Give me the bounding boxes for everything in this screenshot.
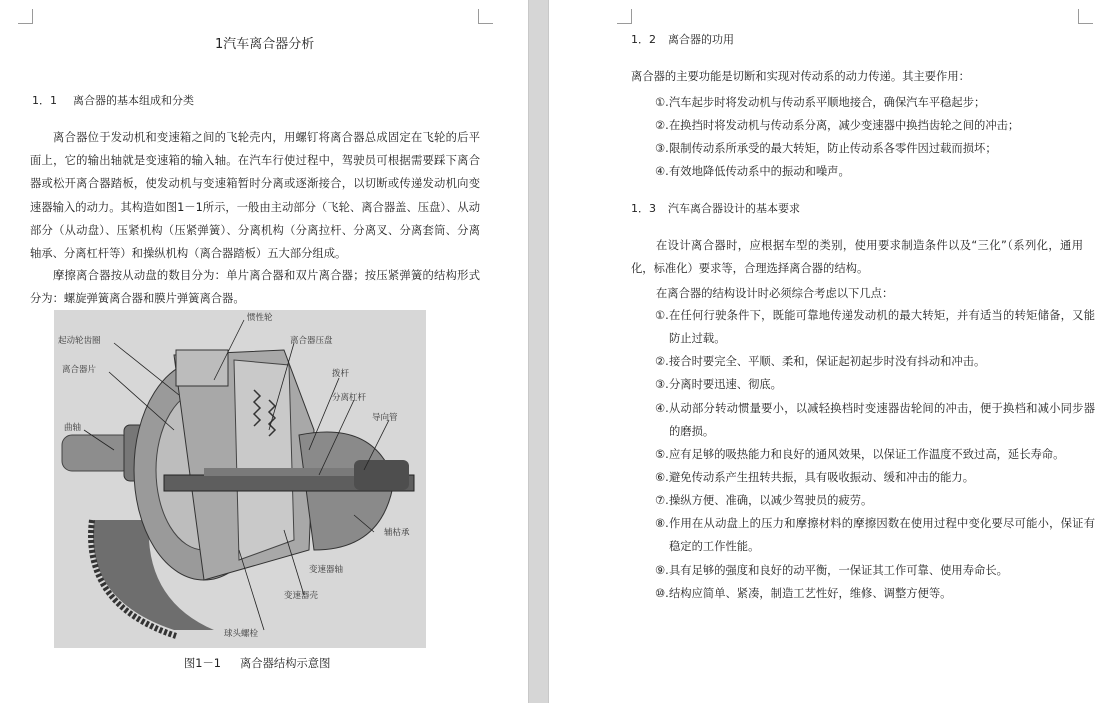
list-item [655, 350, 1095, 373]
clutch-structure-figure [54, 310, 426, 648]
paragraph: 在设计离合器时，应根据车型的类别，使用要求制造条件以及“三化”（系列化，通用化，标准化）要求等，合理选择离合器的结构。 [631, 239, 1083, 276]
section-number: 1．3 [631, 202, 656, 215]
list-item [655, 582, 1095, 605]
list-item-number: ④. [655, 402, 669, 415]
paragraph: 离合器位于发动机和变速箱之间的飞轮壳内，用螺钉将离合器总成固定在飞轮的后平面上，它的输出轴就是变速箱的输入轴。在汽车行使过程中，驾驶员可根据需要踩下离合器或松开离合器踏板，使发动机与变速箱暂时分离或逐渐接合，以切断或传递发动机向变速器输入的动力。其构造如图1－1所示，一般由主动部分（飞轮、离合器盖、压盘）、从动部分（从动盘）、压紧机构（压紧弹簧）、分离机构（分离拉杆、分离叉、分离套筒、分离轴承、分离杠杆等）和操纵机构（离合器踏板）五大部分组成。 [30, 131, 480, 261]
figure-caption-number: 图1－1 [184, 657, 221, 670]
list-item-number: ⑩. [655, 587, 669, 600]
list-item [655, 373, 1095, 396]
list-item [655, 160, 1095, 183]
list-item [655, 114, 1095, 137]
list-item-number: ⑨. [655, 564, 669, 577]
figure-label-flywheel: 惯性轮 [247, 313, 273, 323]
paragraph: 在离合器的结构设计时必须综合考虑以下几点： [656, 287, 894, 300]
page-gutter [528, 0, 549, 703]
figure-caption-text: 离合器结构示意图 [240, 657, 331, 670]
figure-label-transmission-housing: 变速器壳 [284, 591, 319, 601]
list-item [655, 91, 1095, 114]
list-item-number: ②. [655, 355, 669, 368]
figure-label-guide-tube: 导向管 [372, 413, 398, 423]
list-item-text: 操纵方便、准确，以减少驾驶员的疲劳。 [669, 494, 873, 507]
list-item-text: 限制传动系所承受的最大转矩，防止传动系各零件因过载而损坏； [669, 142, 997, 155]
figure-label-clutch-disc: 离合器片 [62, 365, 97, 375]
list-item-number: ③. [655, 142, 669, 155]
list-item-text: 结构应简单、紧凑，制造工艺性好，维修、调整方便等。 [669, 587, 952, 600]
list-item [655, 137, 1095, 160]
section-number: 1．1 [32, 94, 57, 107]
list-item-number: ⑦. [655, 494, 669, 507]
list-item-number: ④. [655, 165, 669, 178]
list-item [655, 489, 1095, 512]
list-item-text: 分离时要迅速、彻底。 [669, 378, 782, 391]
list-item-text: 汽车起步时将发动机与传动系平顺地接合，确保汽车平稳起步； [669, 96, 986, 109]
list-item-text: 有效地降低传动系中的振动和噪声。 [669, 165, 850, 178]
list-item-number: ⑧. [655, 517, 669, 530]
list-item-text: 接合时要完全、平顺、柔和，保证起初起步时没有抖动和冲击。 [669, 355, 986, 368]
page-corner-mark [478, 9, 493, 24]
list-item [655, 443, 1095, 466]
figure-label-release-lever: 分离杠杆 [332, 393, 367, 403]
list-item-text: 具有足够的强度和良好的动平衡，一保证其工作可靠、使用寿命长。 [669, 564, 1008, 577]
list-item [655, 304, 1095, 350]
paragraph: 摩擦离合器按从动盘的数目分为：单片离合器和双片离合器；按压紧弹簧的结构形式分为：螺旋弹簧离合器和膜片弹簧离合器。 [30, 269, 480, 306]
page-corner-mark [1078, 9, 1093, 24]
list-item [655, 397, 1095, 443]
figure-label-starter-ring-gear: 起动轮齿圈 [58, 336, 101, 346]
figure-label-pilot-bearing: 辅枯承 [384, 528, 410, 538]
list-item-number: ①. [655, 96, 669, 109]
list-item-text: 在换挡时将发动机与传动系分离，减少变速器中换挡齿轮之间的冲击； [669, 119, 1020, 132]
page-corner-mark [617, 9, 632, 24]
list-item-number: ②. [655, 119, 669, 132]
section-heading: 离合器的功用 [668, 33, 734, 46]
list-item-text: 避免传动系产生扭转共振，具有吸收振动、缓和冲击的能力。 [669, 471, 975, 484]
section-heading: 离合器的基本组成和分类 [73, 94, 194, 107]
list-item [655, 559, 1095, 582]
list-item-text: 从动部分转动惯量要小，以减轻换档时变速器齿轮间的冲击，便于换档和减小同步器的磨损。 [669, 402, 1095, 439]
list-item-text: 作用在从动盘上的压力和摩擦材料的摩擦因数在使用过程中变化要尽可能小，保证有稳定的工作性能。 [669, 517, 1095, 554]
figure-label-ball-stud: 球头螺栓 [224, 629, 259, 639]
section-heading: 汽车离合器设计的基本要求 [668, 202, 800, 215]
list-item-text: 在任何行驶条件下，既能可靠地传递发动机的最大转矩，并有适当的转矩储备，又能防止过载。 [669, 309, 1095, 346]
figure-label-crankshaft: 曲轴 [64, 423, 82, 433]
document-page-left [0, 0, 528, 703]
figure-label-clutch-cover: 离合器压盘 [290, 336, 333, 346]
figure-label-transmission-shaft: 变速器轴 [309, 565, 344, 575]
figure-label-pull-rod: 拨杆 [332, 369, 350, 379]
list-item-number: ⑤. [655, 448, 669, 461]
section-number: 1．2 [631, 33, 656, 46]
list-item-text: 应有足够的吸热能力和良好的通风效果，以保证工作温度不致过高，延长寿命。 [669, 448, 1065, 461]
chapter-title: 1汽车离合器分析 [215, 37, 315, 52]
list-item [655, 512, 1095, 558]
paragraph: 离合器的主要功能是切断和实现对传动系的动力传递。其主要作用： [631, 70, 970, 83]
list-item-number: ⑥. [655, 471, 669, 484]
list-item-number: ③. [655, 378, 669, 391]
list-item [655, 466, 1095, 489]
list-item-number: ①. [655, 309, 669, 322]
page-corner-mark [18, 9, 33, 24]
